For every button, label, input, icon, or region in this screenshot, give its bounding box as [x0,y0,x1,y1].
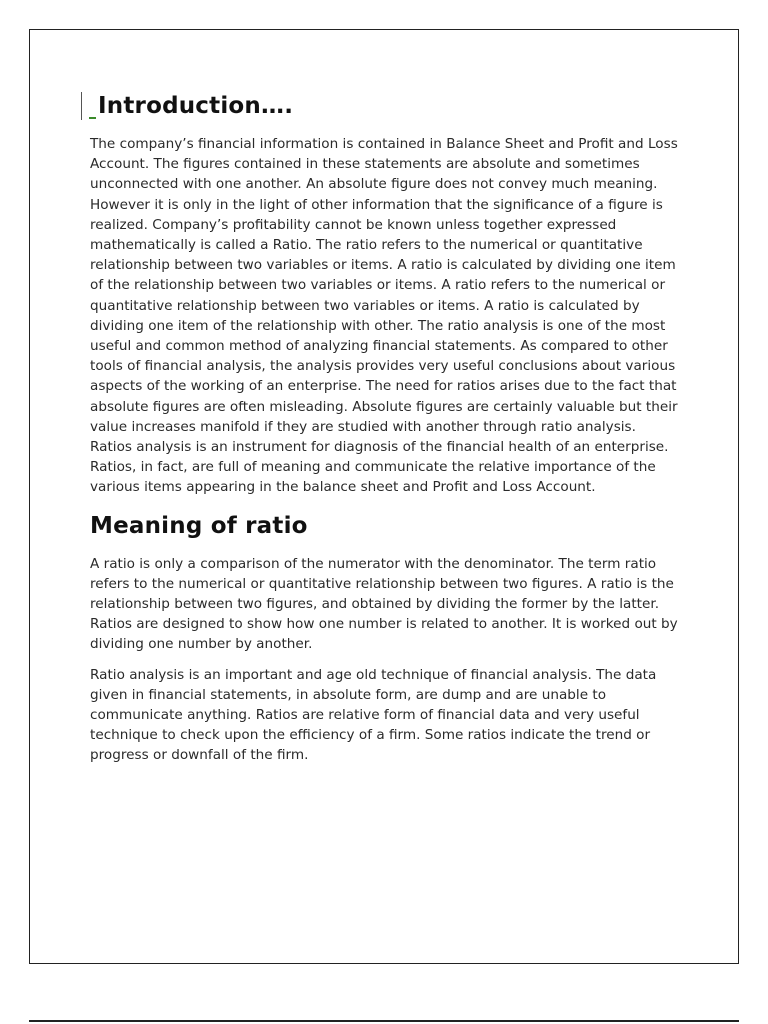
meaning-of-ratio-heading: Meaning of ratio [90,512,308,539]
document-page [29,29,739,964]
meaning-paragraph-1: A ratio is only a comparison of the numerator with the denominator. The term ratio refers to the numerical or quantitative relationship between two figures. A ratio is the relationship between two figures, and obtained by dividing the former by the latter. Ratios are designed to show how one number is related to another. It is worked out by dividing one number by another. [90,555,678,653]
heading-underscore-mark [89,117,96,119]
text-cursor-icon [81,92,82,120]
next-page-top-border [29,1020,739,1022]
introduction-heading-text: Introduction…. [98,93,294,119]
introduction-heading [90,90,680,122]
meaning-paragraph-2: Ratio analysis is an important and age old technique of financial analysis. The data given in financial statements, in absolute form, are dump and are unable to communicate anything. Ratios are relative form of financial data and very useful technique to check upon the efficiency of a firm. Some ratios indicate the trend or progress or downfall of the firm. [90,666,657,764]
page-content [90,90,680,776]
introduction-paragraph: The company’s financial information is contained in Balance Sheet and Profit and Loss Account. The figures contained in these statements are absolute and sometimes unconnected with one another. An absolute figure does not convey much meaning. However it is only in the light of other information that the significance of a figure is realized. Company’s profitability cannot be known unless together expressed mathematically is called a Ratio. The ratio refers to the numerical or quantitative relationship between two variables or items. A ratio is calculated by dividing one item of the relationship between two variables or items. A ratio refers to the numerical or quantitative relationship between two variables or items. A ratio is calculated by dividing one item of the relationship with other. The ratio analysis is one of the most useful and common method of analyzing financial statements. As compared to other tools of financial analysis, the analysis provides very useful conclusions about various aspects of the working of an enterprise. The need for ratios arises due to the fact that absolute figures are often misleading. Absolute figures are certainly valuable but their value increases manifold if they are studied with another through ratio analysis. Ratios analysis is an instrument for diagnosis of the financial health of an enterprise. Ratios, in fact, are full of meaning and communicate the relative importance of the various items appearing in the balance sheet and Profit and Loss Account. [90,136,678,496]
